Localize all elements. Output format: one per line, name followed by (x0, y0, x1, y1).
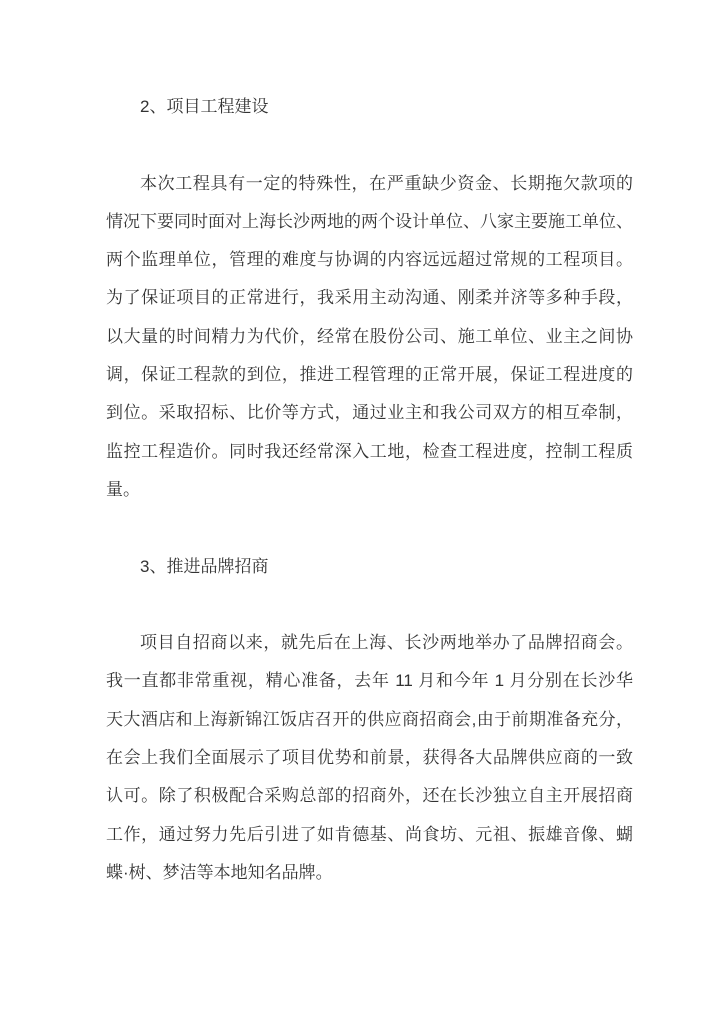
paragraph-line: 我一直都非常重视，精心准备，去年 11 月和今年 1 月分别在长沙华 (106, 671, 633, 691)
paragraph-line: 到位。采取招标、比价等方式，通过业主和我公司双方的相互牵制， (106, 403, 633, 423)
paragraph-brand-investment (106, 624, 633, 892)
paragraph-line: 项目自招商以来，就先后在上海、长沙两地举办了品牌招商会。 (140, 633, 633, 653)
paragraph-line: 认可。除了积极配合采购总部的招商外，还在长沙独立自主开展招商 (106, 786, 633, 806)
paragraph-line: 天大酒店和上海新锦江饭店召开的供应商招商会,由于前期准备充分， (106, 709, 633, 729)
section-heading-3 (106, 548, 633, 586)
paragraph-project-construction (106, 165, 633, 510)
section-heading-text: 3、推进品牌招商 (140, 556, 269, 576)
paragraph-line: 以大量的时间精力为代价，经常在股份公司、施工单位、业主之间协 (106, 326, 633, 346)
paragraph-line: 情况下要同时面对上海长沙两地的两个设计单位、八家主要施工单位、 (106, 211, 633, 231)
document-page (106, 88, 633, 892)
paragraph-line: 在会上我们全面展示了项目优势和前景，获得各大品牌供应商的一致 (106, 748, 633, 768)
section-heading-2 (106, 88, 633, 126)
paragraph-line: 量。 (106, 479, 140, 499)
section-heading-text: 2、项目工程建设 (140, 97, 269, 116)
paragraph-line: 本次工程具有一定的特殊性，在严重缺少资金、长期拖欠款项的 (140, 173, 633, 193)
paragraph-line: 两个监理单位，管理的难度与协调的内容远远超过常规的工程项目。 (106, 250, 633, 270)
paragraph-line: 监控工程造价。同时我还经常深入工地，检查工程进度，控制工程质 (106, 441, 633, 461)
paragraph-line: 工作，通过努力先后引进了如肯德基、尚食坊、元祖、振雄音像、蝴 (106, 824, 633, 844)
paragraph-line: 蝶·树、梦洁等本地知名品牌。 (106, 862, 333, 882)
paragraph-line: 为了保证项目的正常进行，我采用主动沟通、刚柔并济等多种手段， (106, 288, 633, 308)
paragraph-line: 调，保证工程款的到位，推进工程管理的正常开展，保证工程进度的 (106, 365, 633, 385)
